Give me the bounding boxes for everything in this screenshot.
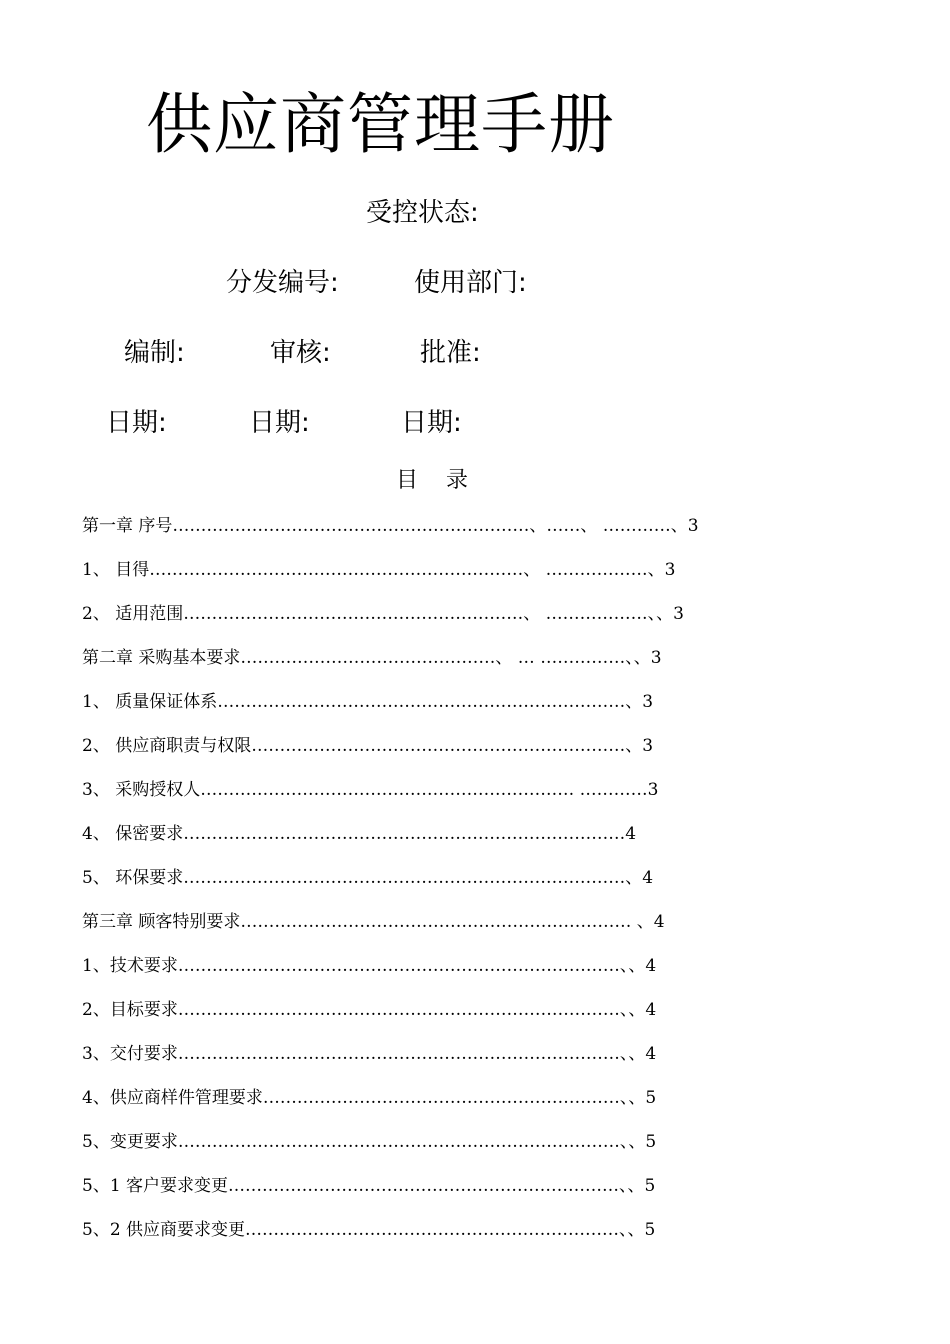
toc-entry[interactable]: 3、 采购授权人………………………………………………………… …………3 [82,780,659,800]
toc-entry[interactable]: 4、供应商样件管理要求………………………………………………………、、5 [82,1088,657,1108]
department-label: 使用部门: [414,268,527,298]
toc-entry[interactable]: 1、 目得…………………………………………………………、 ………………、3 [82,560,676,580]
reviewed-by-label: 审核: [270,338,331,368]
distribution-no-label: 分发编号: [226,268,339,298]
toc-entry[interactable]: 第一章 序号………………………………………………………、……、 …………、3 [82,516,699,536]
toc-entry[interactable]: 5、 环保要求……………………………………………………………………、4 [82,868,654,888]
toc-heading: 目 录 [396,468,468,493]
document-title: 供应商管理手册 [146,86,615,163]
toc-entry[interactable]: 1、技术要求……………………………………………………………………、、4 [82,956,657,976]
toc-entry[interactable]: 2、目标要求……………………………………………………………………、、4 [82,1000,657,1020]
toc-entry[interactable]: 5、2 供应商要求变更…………………………………………………………、、5 [82,1220,656,1240]
prepared-by-label: 编制: [124,338,185,368]
toc-entry[interactable]: 第二章 采购基本要求………………………………………、 … ……………、、3 [82,648,662,668]
toc-entry[interactable]: 4、 保密要求……………………………………………………………………4 [82,824,637,844]
prepared-date-label: 日期: [106,408,167,438]
toc-entry[interactable]: 1、 质量保证体系………………………………………………………………、3 [82,692,654,712]
toc-entry[interactable]: 第三章 顾客特别要求…………………………………………………………… 、4 [82,912,665,932]
control-status-label: 受控状态: [366,198,479,228]
approved-by-label: 批准: [420,338,481,368]
toc-entry[interactable]: 2、 供应商职责与权限…………………………………………………………、3 [82,736,654,756]
toc-entry[interactable]: 5、1 客户要求变更……………………………………………………………、、5 [82,1176,656,1196]
toc-entry[interactable]: 5、变更要求……………………………………………………………………、、5 [82,1132,657,1152]
toc-entry[interactable]: 3、交付要求……………………………………………………………………、、4 [82,1044,657,1064]
toc-entry[interactable]: 2、 适用范围……………………………………………………、 ………………、、3 [82,604,684,624]
reviewed-date-label: 日期: [249,408,310,438]
approved-date-label: 日期: [401,408,462,438]
